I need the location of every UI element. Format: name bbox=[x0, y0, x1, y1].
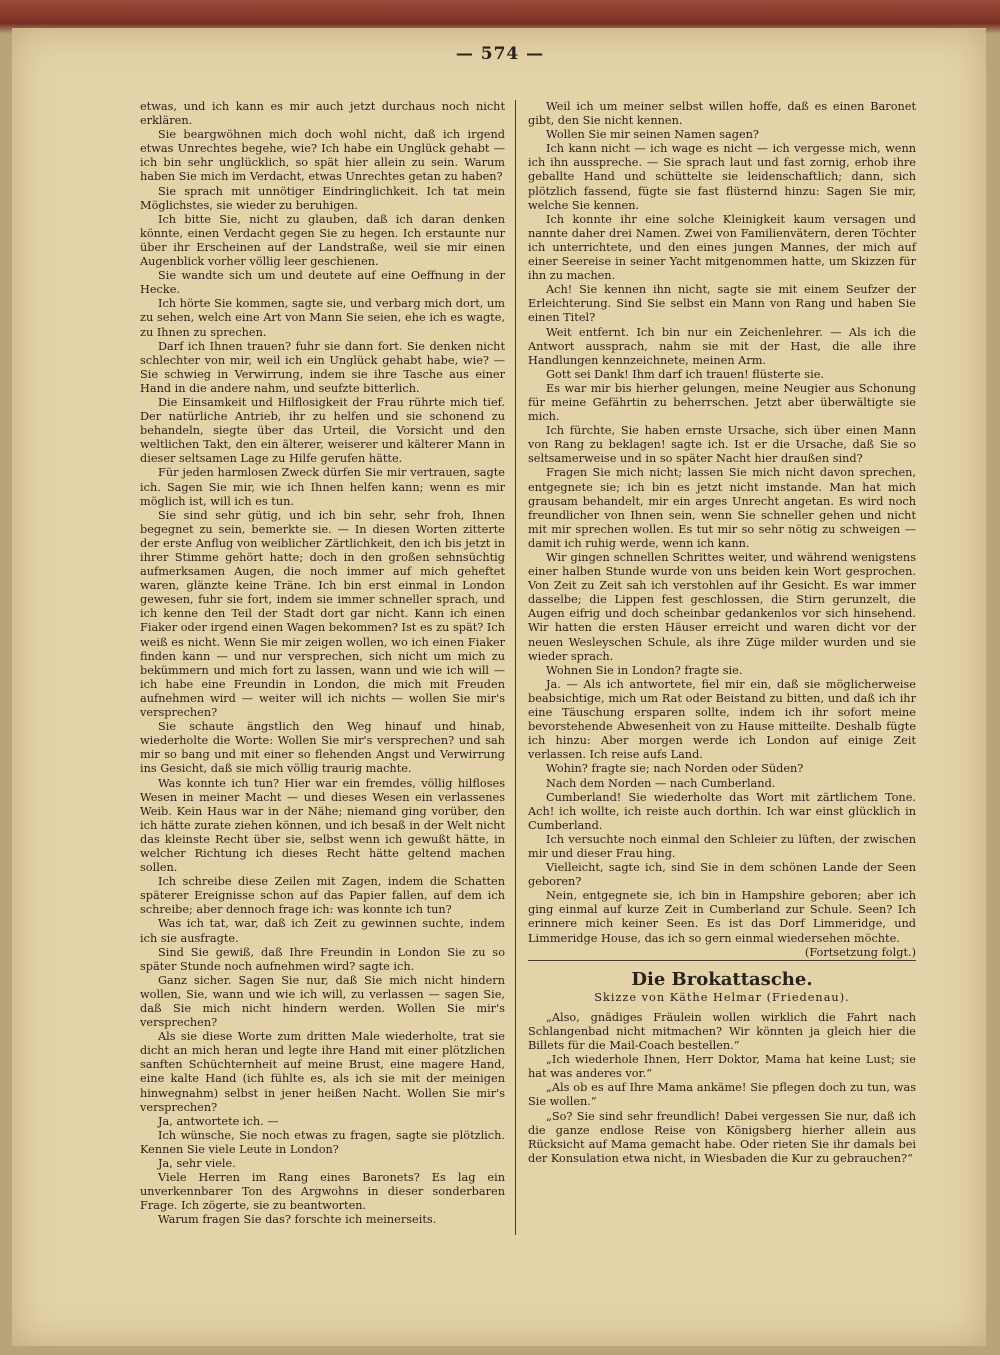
paragraph: Darf ich Ihnen trauen? fuhr sie dann fort. Sie denken nicht schlechter von mir, weil ich ein Unglück gehabt habe, wie? — Sie schwieg in Verwirrung, indem sie ihre Tasche aus einer Hand in die andere nahm, und seufzte bitterlich. bbox=[140, 339, 505, 395]
page-number: — 574 — bbox=[455, 44, 545, 64]
paragraph: „So? Sie sind sehr freundlich! Dabei vergessen Sie nur, daß ich die ganze endlose Reise von Königsberg hierher allein aus Rücksicht auf Mama gemacht habe. Oder rieten Sie ihr damals bei der Konsulation etwa nicht, in Wiesbaden die Kur zu gebrauchen?“ bbox=[528, 1109, 916, 1165]
paragraph: Nach dem Norden — nach Cumberland. bbox=[546, 776, 776, 790]
paragraph: Wir gingen schnellen Schrittes weiter, und während wenigstens einer halben Stunde wurde von uns beiden kein Wort gesprochen. Von Zeit zu Zeit sah ich verstohlen auf ihr Gesicht. Es war immer dasselbe; die Lippen fest geschlossen, die Stirn gerunzelt, die Augen eifrig und doch scheinbar gedankenlos vor sich hinsehend. Wir hatten die ersten Häuser erreicht und waren dicht vor der neuen Wesleyschen Schule, als ihre Züge milder wurden und sie wieder sprach. bbox=[528, 551, 916, 663]
right-column-text bbox=[528, 100, 916, 946]
paragraph: Ich fürchte, Sie haben ernste Ursache, sich über einen Mann von Rang zu beklagen! sagte ich. Ist er die Ursache, daß Sie so seltsamerweise und in so später Nacht hier draußen sind? bbox=[528, 424, 916, 466]
paragraph: Was konnte ich tun? Hier war ein fremdes, völlig hilfloses Wesen in meiner Macht — und dieses Wesen ein verlassenes Weib. Kein Haus war in der Nähe; niemand ging vorüber, den ich hätte zurate ziehen können, und ich besaß in der Welt nicht das kleinste Recht über sie, selbst wenn ich gewußt hätte, in welcher Richtung ich dieses Recht hätte geltend machen sollen. bbox=[140, 776, 505, 875]
section-divider bbox=[528, 960, 916, 961]
paragraph: Cumberland! Sie wiederholte das Wort mit zärtlichem Tone. Ach! ich wollte, ich reiste auch dorthin. Ich war einst glücklich in Cumberland. bbox=[528, 790, 916, 832]
paragraph: Sie sind sehr gütig, und ich bin sehr, sehr froh, Ihnen begegnet zu sein, bemerkte sie. — In diesen Worten zitterte der erste Anflug von weiblicher Zärtlichkeit, den ich bis jetzt in ihrer Stimme gehört hatte; doch in den großen sehnsüchtig aufmerksamen Augen, die noch immer auf mich geheftet waren, glänzte keine Träne. Ich bin erst einmal in London gewesen, fuhr sie fort, indem sie immer schneller sprach, und ich kenne den Teil der Stadt dort gar nicht. Kann ich einen Fiaker oder irgend einen Wagen bekommen? Ist es zu spät? Ich weiß es nicht. Wenn Sie mir zeigen wollen, wo ich einen Fiaker finden kann — und nur versprechen, sich nicht um mich zu bekümmern und mich fort zu lassen, wann und wie ich will — ich habe eine Freundin in London, die mich mit Freuden aufnehmen wird — weiter will ich nichts — wollen Sie mir's versprechen? bbox=[140, 508, 505, 720]
right-column bbox=[528, 100, 916, 1166]
paragraph: Was ich tat, war, daß ich Zeit zu gewinnen suchte, indem ich sie ausfragte. bbox=[140, 917, 505, 945]
paragraph: Ich kann nicht — ich wage es nicht — ich vergesse mich, wenn ich ihn ausspreche. — Sie sprach laut und fast zornig, erhob ihre geballte Hand und schüttelte sie leidenschaftlich; dann, sich plötzlich fassend, fügte sie fast flüsternd hinzu: Sagen Sie mir, welche Sie kennen. bbox=[528, 142, 916, 212]
story-title: Die Brokattasche. bbox=[631, 968, 813, 990]
paragraph: Ja. — Als ich antwortete, fiel mir ein, daß sie möglicherweise beabsichtige, mich um Rat oder Beistand zu bitten, und daß ich ihr eine Täuschung ersparen sollte, indem ich ihr sofort meine bevorstehende Abwesenheit von zu Hause mitteilte. Deshalb fügte ich hinzu: Aber morgen werde ich London auf einige Zeit verlassen. Ich reise aufs Land. bbox=[528, 677, 916, 762]
paragraph: Weit entfernt. Ich bin nur ein Zeichenlehrer. — Als ich die Antwort aussprach, nahm sie mit der Hast, die alle ihre Handlungen kennzeichnete, meinen Arm. bbox=[528, 325, 916, 367]
paragraph: Wohin? fragte sie; nach Norden oder Süden? bbox=[546, 762, 804, 776]
paragraph: Weil ich um meiner selbst willen hoffe, daß es einen Baronet gibt, den Sie nicht kennen. bbox=[528, 100, 916, 128]
paragraph: Sind Sie gewiß, daß Ihre Freundin in London Sie zu so später Stunde noch aufnehmen wird? sagte ich. bbox=[140, 945, 505, 973]
paragraph: Sie sprach mit unnötiger Eindringlichkeit. Ich tat mein Möglichstes, sie wieder zu beruhigen. bbox=[140, 184, 505, 212]
left-column bbox=[140, 100, 505, 1228]
paragraph: Wollen Sie mir seinen Namen sagen? bbox=[546, 128, 759, 142]
paragraph: Vielleicht, sagte ich, sind Sie in dem schönen Lande der Seen geboren? bbox=[528, 861, 916, 889]
paragraph: Ich versuchte noch einmal den Schleier zu lüften, der zwischen mir und dieser Frau hing. bbox=[528, 832, 916, 860]
paragraph: Ganz sicher. Sagen Sie nur, daß Sie mich nicht hindern wollen, Sie, wann und wie ich will, zu verlassen — sagen Sie, daß Sie mich nicht hindern werden. Wollen Sie mir's versprechen? bbox=[140, 973, 505, 1030]
paragraph: „Als ob es auf Ihre Mama ankäme! Sie pflegen doch zu tun, was Sie wollen.“ bbox=[528, 1081, 916, 1109]
continuation-note: (Fortsetzung folgt.) bbox=[804, 945, 916, 959]
story-text bbox=[528, 1011, 916, 1166]
paragraph: Für jeden harmlosen Zweck dürfen Sie mir vertrauen, sagte ich. Sagen Sie mir, wie ich Ihnen helfen kann; wenn es mir möglich ist, will ich es tun. bbox=[140, 466, 505, 508]
paragraph: Gott sei Dank! Ihm darf ich trauen! flüsterte sie. bbox=[546, 367, 824, 381]
paragraph: Ich schreibe diese Zeilen mit Zagen, indem die Schatten späterer Ereignisse schon auf das Papier fallen, auf dem ich schreibe; aber dennoch frage ich: was konnte ich tun? bbox=[140, 875, 505, 917]
paragraph: etwas, und ich kann es mir auch jetzt durchaus noch nicht erklären. bbox=[140, 100, 505, 128]
story-byline: Skizze von Käthe Helmar (Friedenau). bbox=[594, 990, 850, 1004]
paragraph: Nein, entgegnete sie, ich bin in Hampshire geboren; aber ich ging einmal auf kurze Zeit in Cumberland zur Schule. Seen? Ich erinnere mich keiner Seen. Es ist das Dorf Limmeridge, und Limmeridge House, das ich so gern einmal wiedersehen möchte. bbox=[528, 889, 916, 945]
paragraph: Sie beargwöhnen mich doch wohl nicht, daß ich irgend etwas Unrechtes begehe, wie? Ich habe ein Unglück gehabt — ich bin sehr unglücklich, so spät hier allein zu sein. Warum haben Sie mich im Verdacht, etwas Unrechtes getan zu haben? bbox=[140, 128, 505, 184]
paragraph: Ich wünsche, Sie noch etwas zu fragen, sagte sie plötzlich. Kennen Sie viele Leute in London? bbox=[140, 1128, 505, 1156]
paragraph: Ach! Sie kennen ihn nicht, sagte sie mit einem Seufzer der Erleichterung. Sind Sie selbst ein Mann von Rang und haben Sie einen Titel? bbox=[528, 283, 916, 325]
paragraph: Ja, sehr viele. bbox=[158, 1157, 236, 1171]
paragraph: Viele Herren im Rang eines Baronets? Es lag ein unverkennbarer Ton des Argwohns in dieser sonderbaren Frage. Ich zögerte, sie zu beantworten. bbox=[140, 1171, 505, 1213]
paragraph: Wohnen Sie in London? fragte sie. bbox=[546, 663, 743, 677]
paragraph: „Ich wiederhole Ihnen, Herr Doktor, Mama hat keine Lust; sie hat was anderes vor.“ bbox=[528, 1053, 916, 1081]
paragraph: Warum fragen Sie das? forschte ich meinerseits. bbox=[158, 1213, 437, 1227]
paragraph: Fragen Sie mich nicht; lassen Sie mich nicht davon sprechen, entgegnete sie; ich bin es jetzt nicht imstande. Man hat mich grausam behandelt, mir ein arges Unrecht angetan. Es wird noch freundlicher von Ihnen sein, wenn Sie schneller gehen und nicht mit mir sprechen wollen. Es tut mir so sehr nötig zu schweigen — damit ich ruhig werde, wenn ich kann. bbox=[528, 466, 916, 550]
paragraph: „Also, gnädiges Fräulein wollen wirklich die Fahrt nach Schlangenbad nicht mitmachen? Wir könnten ja gleich hier die Billets für die Mail-Coach bestellen.“ bbox=[528, 1010, 916, 1053]
paragraph: Ich konnte ihr eine solche Kleinigkeit kaum versagen und nannte daher drei Namen. Zwei von Familienvätern, deren Töchter ich unterrichtete, und den eines jungen Mannes, der mich auf einer Seereise in seiner Yacht mitgenommen hatte, um Skizzen für ihn zu machen. bbox=[528, 212, 916, 283]
column-divider bbox=[515, 100, 516, 1235]
paragraph: Es war mir bis hierher gelungen, meine Neugier aus Schonung für meine Gefährtin zu beherrschen. Jetzt aber überwältigte sie mich. bbox=[528, 381, 916, 424]
paragraph: Ich bitte Sie, nicht zu glauben, daß ich daran denken könnte, einen Verdacht gegen Sie zu hegen. Ich erstaunte nur über ihr Erscheinen auf der Landstraße, weil sie mir einen Augenblick vorher völlig leer geschienen. bbox=[140, 212, 505, 269]
paragraph: Sie schaute ängstlich den Weg hinauf und hinab, wiederholte die Worte: Wollen Sie mir's versprechen? und sah mir so bang und mit einer so flehenden Angst und Verwirrung ins Gesicht, daß sie mich völlig traurig machte. bbox=[140, 720, 505, 776]
paragraph: Ich hörte Sie kommen, sagte sie, und verbarg mich dort, um zu sehen, welch eine Art von Mann Sie seien, ehe ich es wagte, zu Ihnen zu sprechen. bbox=[140, 297, 505, 339]
paragraph: Sie wandte sich um und deutete auf eine Oeffnung in der Hecke. bbox=[140, 269, 505, 297]
paragraph: Die Einsamkeit und Hilflosigkeit der Frau rührte mich tief. Der natürliche Antrieb, ihr zu helfen und sie schonend zu behandeln, siegte über das Urteil, die Vorsicht und den weltlichen Takt, den ein älterer, weiserer und kälterer Mann in dieser seltsamen Lage zu Hilfe gerufen hätte. bbox=[140, 395, 505, 466]
paragraph: Als sie diese Worte zum dritten Male wiederholte, trat sie dicht an mich heran und legte ihre Hand mit einer plötzlichen sanften Schüchternheit auf meine Brust, eine magere Hand, eine kalte Hand (ich fühlte es, als ich sie mit der meinigen hinwegnahm) selbst in jener heißen Nacht. Wollen Sie mir's versprechen? bbox=[140, 1030, 505, 1114]
paragraph: Ja, antwortete ich. — bbox=[158, 1114, 279, 1128]
